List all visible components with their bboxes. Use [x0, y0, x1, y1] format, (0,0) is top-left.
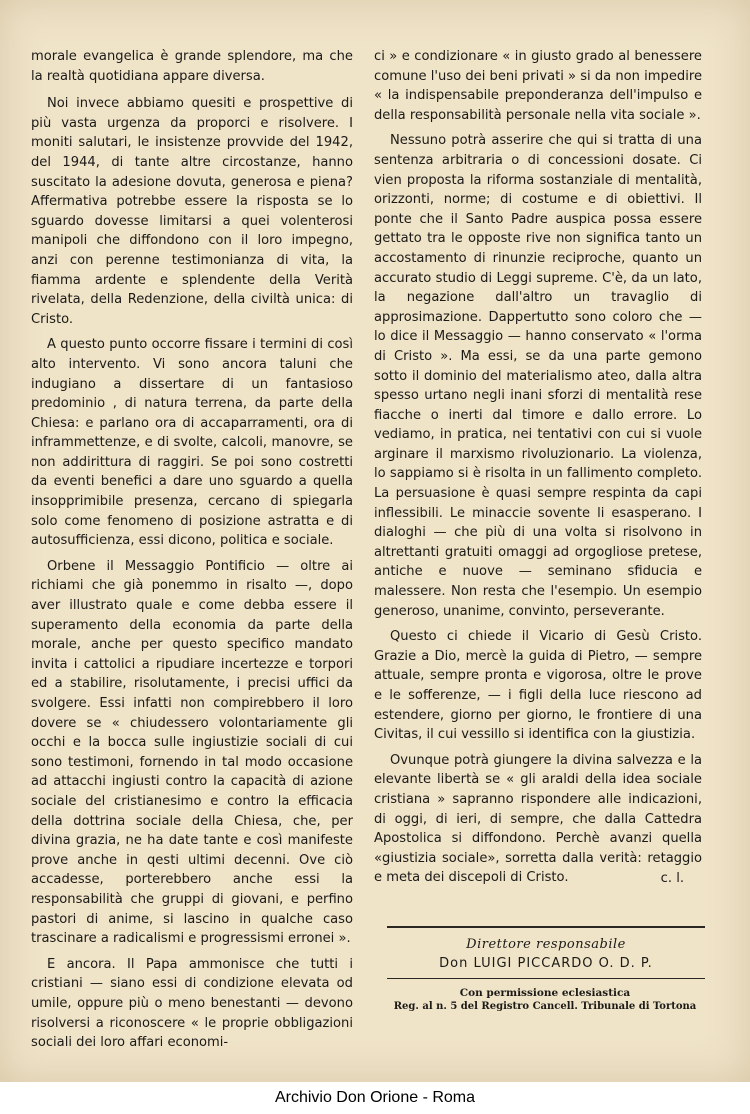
- masthead: [387, 936, 705, 974]
- masthead-bottom-rule: [387, 978, 705, 979]
- left-paragraph-1: morale evangelica è grande splendore, ma che la realtà quotidiana appare diversa.: [31, 49, 353, 84]
- left-paragraph-4: Orbene il Messaggio Pontificio — oltre ai richiami che già ponemmo in risalto —, dopo aver illustrato quale e come debba essere il superamento della economia da parte della morale, anche per questo specifico mandato invita i cattolici a ripudiare incertezze e torpori ed a stabilire, risolutamente, i precisi uffici da svolgere. Essi infatti non compirebbero il loro dovere se « chiudessero volontariamente gli occhi e la bocca sulle ingiustizie sociali di cui sono testimoni, fornendo in tal modo occasione ad attacchi ingiusti contro la capacità di azione sociale del cristianesimo e contro la efficacia della dottrina sociale della Chiesa, che, per divina grazia, ne ha date tante e così manifeste prove anche in qesti ultimi decenni. Ove ciò accadesse, porterebbero anche essi la responsabilità che gruppi di giovani, e perfino pastori di anime, si lascino in qualche caso trascinare a radicalismi e progressismi erronei ».: [31, 558, 353, 947]
- left-column: [31, 47, 353, 1059]
- permission-line-2: Reg. al n. 5 del Registro Cancell. Tribunale di Tortona: [393, 1001, 697, 1012]
- right-paragraph-4: Ovunque potrà giungere la divina salvezza e la elevante libertà se « gli araldi della idea sociale cristiana » sapranno rispondere alle indicazioni, di oggi, di ieri, di sempre, che dalla Cattedra Apostolica si diffondono. Perchè avanzi quella «giustizia sociale», sorretta dalla verità: retaggio e meta dei discepoli di Cristo.: [374, 752, 702, 886]
- archive-footer: Archivio Don Orione - Roma: [0, 1082, 750, 1114]
- left-paragraph-3: A questo punto occorre fissare i termini di così alto intervento. Vi sono ancora taluni che indugiano a dissertare di un fantasioso predominio , di natura terrena, da parte della Chiesa: e parlano ora di accaparramenti, ora di inframmettenze, e di svolte, calcoli, manovre, se non addirittura di raggiri. Se poi sono costretti da eventi benefici a dare uno sguardo a quella insopprimibile presenza, cercano di spiegarla solo come fenomeno di posizione astratta e di autosufficienza, essi dicono, politica e sociale.: [31, 337, 353, 549]
- permission-line-1: Con permissione eclesiastica: [459, 987, 631, 999]
- right-paragraph-1: ci » e condizionare « in giusto grado al benessere comune l'uso dei beni privati » si da non impedire « la indispensabile preponderanza dell'impulso e della responsabilità personale nella vita sociale ».: [374, 49, 702, 123]
- ecclesiastical-permission: [375, 986, 715, 1014]
- right-column: [374, 47, 702, 889]
- right-paragraph-3: Questo ci chiede il Vicario di Gesù Cristo. Grazie a Dio, mercè la guida di Pietro, — sempre attuale, sempre pronta e vigorosa, oltre le prove e le sofferenze, — i figli della luce riescono ad estendere, giorno per giorno, le frontiere di una Civitas, il cui vessillo si identifica con la giustizia.: [374, 629, 702, 743]
- left-paragraph-5: E ancora. Il Papa ammonisce che tutti i cristiani — siano essi di condizione elevata od umile, oppure più o meno benestanti — devono risolversi a riconoscere « le proprie obbligazioni sociali dei loro affari economi-: [31, 956, 353, 1051]
- masthead-top-rule: [387, 926, 705, 928]
- right-paragraph-2: Nessuno potrà asserire che qui si tratta di una sentenza arbitraria o di concessioni dosate. Ci vien proposta la riforma sostanziale di mentalità, orizzonti, norme; di costume e di obiettivi. Il ponte che il Santo Padre auspica possa essere gettato tra le opposte rive non significa tanto un accostamento di rinunzie reciproche, quanto un accurato studio di Leggi supreme. C'è, da un lato, la negazione dall'altro un travaglio di approsimazione. Dappertutto sono coloro che — lo dice il Messaggio — hanno conservato « l'orma di Cristo ». Ma essi, se da una parte gemono sotto il dominio del materialismo ateo, dalla altra spesso urtano negli inani sforzi di mentalità rese fiacche o inerti dal timore e dallo errore. Lo vediamo, in pratica, nei tentativi con cui si vuole arginare il marxismo rivoluzionario. La violenza, lo sappiamo si è risolta in un fallimento completo. La persuasione è quasi sempre respinta da capi inflessibili. Le minaccie sovente li esasperano. I dialoghi — che più di una volta si risolvono in altrettanti gratuiti omaggi ad orgogliose pretese, antiche e nuove — seminano sfiducia e malessere. Non resta che l'esempio. Un esempio generoso, unanime, convinto, perseverante.: [374, 133, 702, 619]
- left-paragraph-2: Noi invece abbiamo quesiti e prospettive di più vasta urgenza da proporci e risolvere. I moniti salutari, le insistenze provvide del 1942, del 1944, di tante altre circostanze, hanno suscitato la adesione dovuta, generosa e piena? Affermativa potrebbe essere la risposta se lo sguardo dovesse limitarsi a quei volenterosi manipoli che diffondono con il loro impegno, anzi con perenne testimonianza di vita, la fiamma ardente e splendente della Verità rivelata, della Redenzione, della civiltà unica: di Cristo.: [31, 96, 353, 327]
- masthead-role: Direttore responsabile: [466, 937, 626, 952]
- masthead-name: Don LUIGI PICCARDO O. D. P.: [439, 956, 653, 971]
- article-signature: c. l.: [660, 870, 684, 886]
